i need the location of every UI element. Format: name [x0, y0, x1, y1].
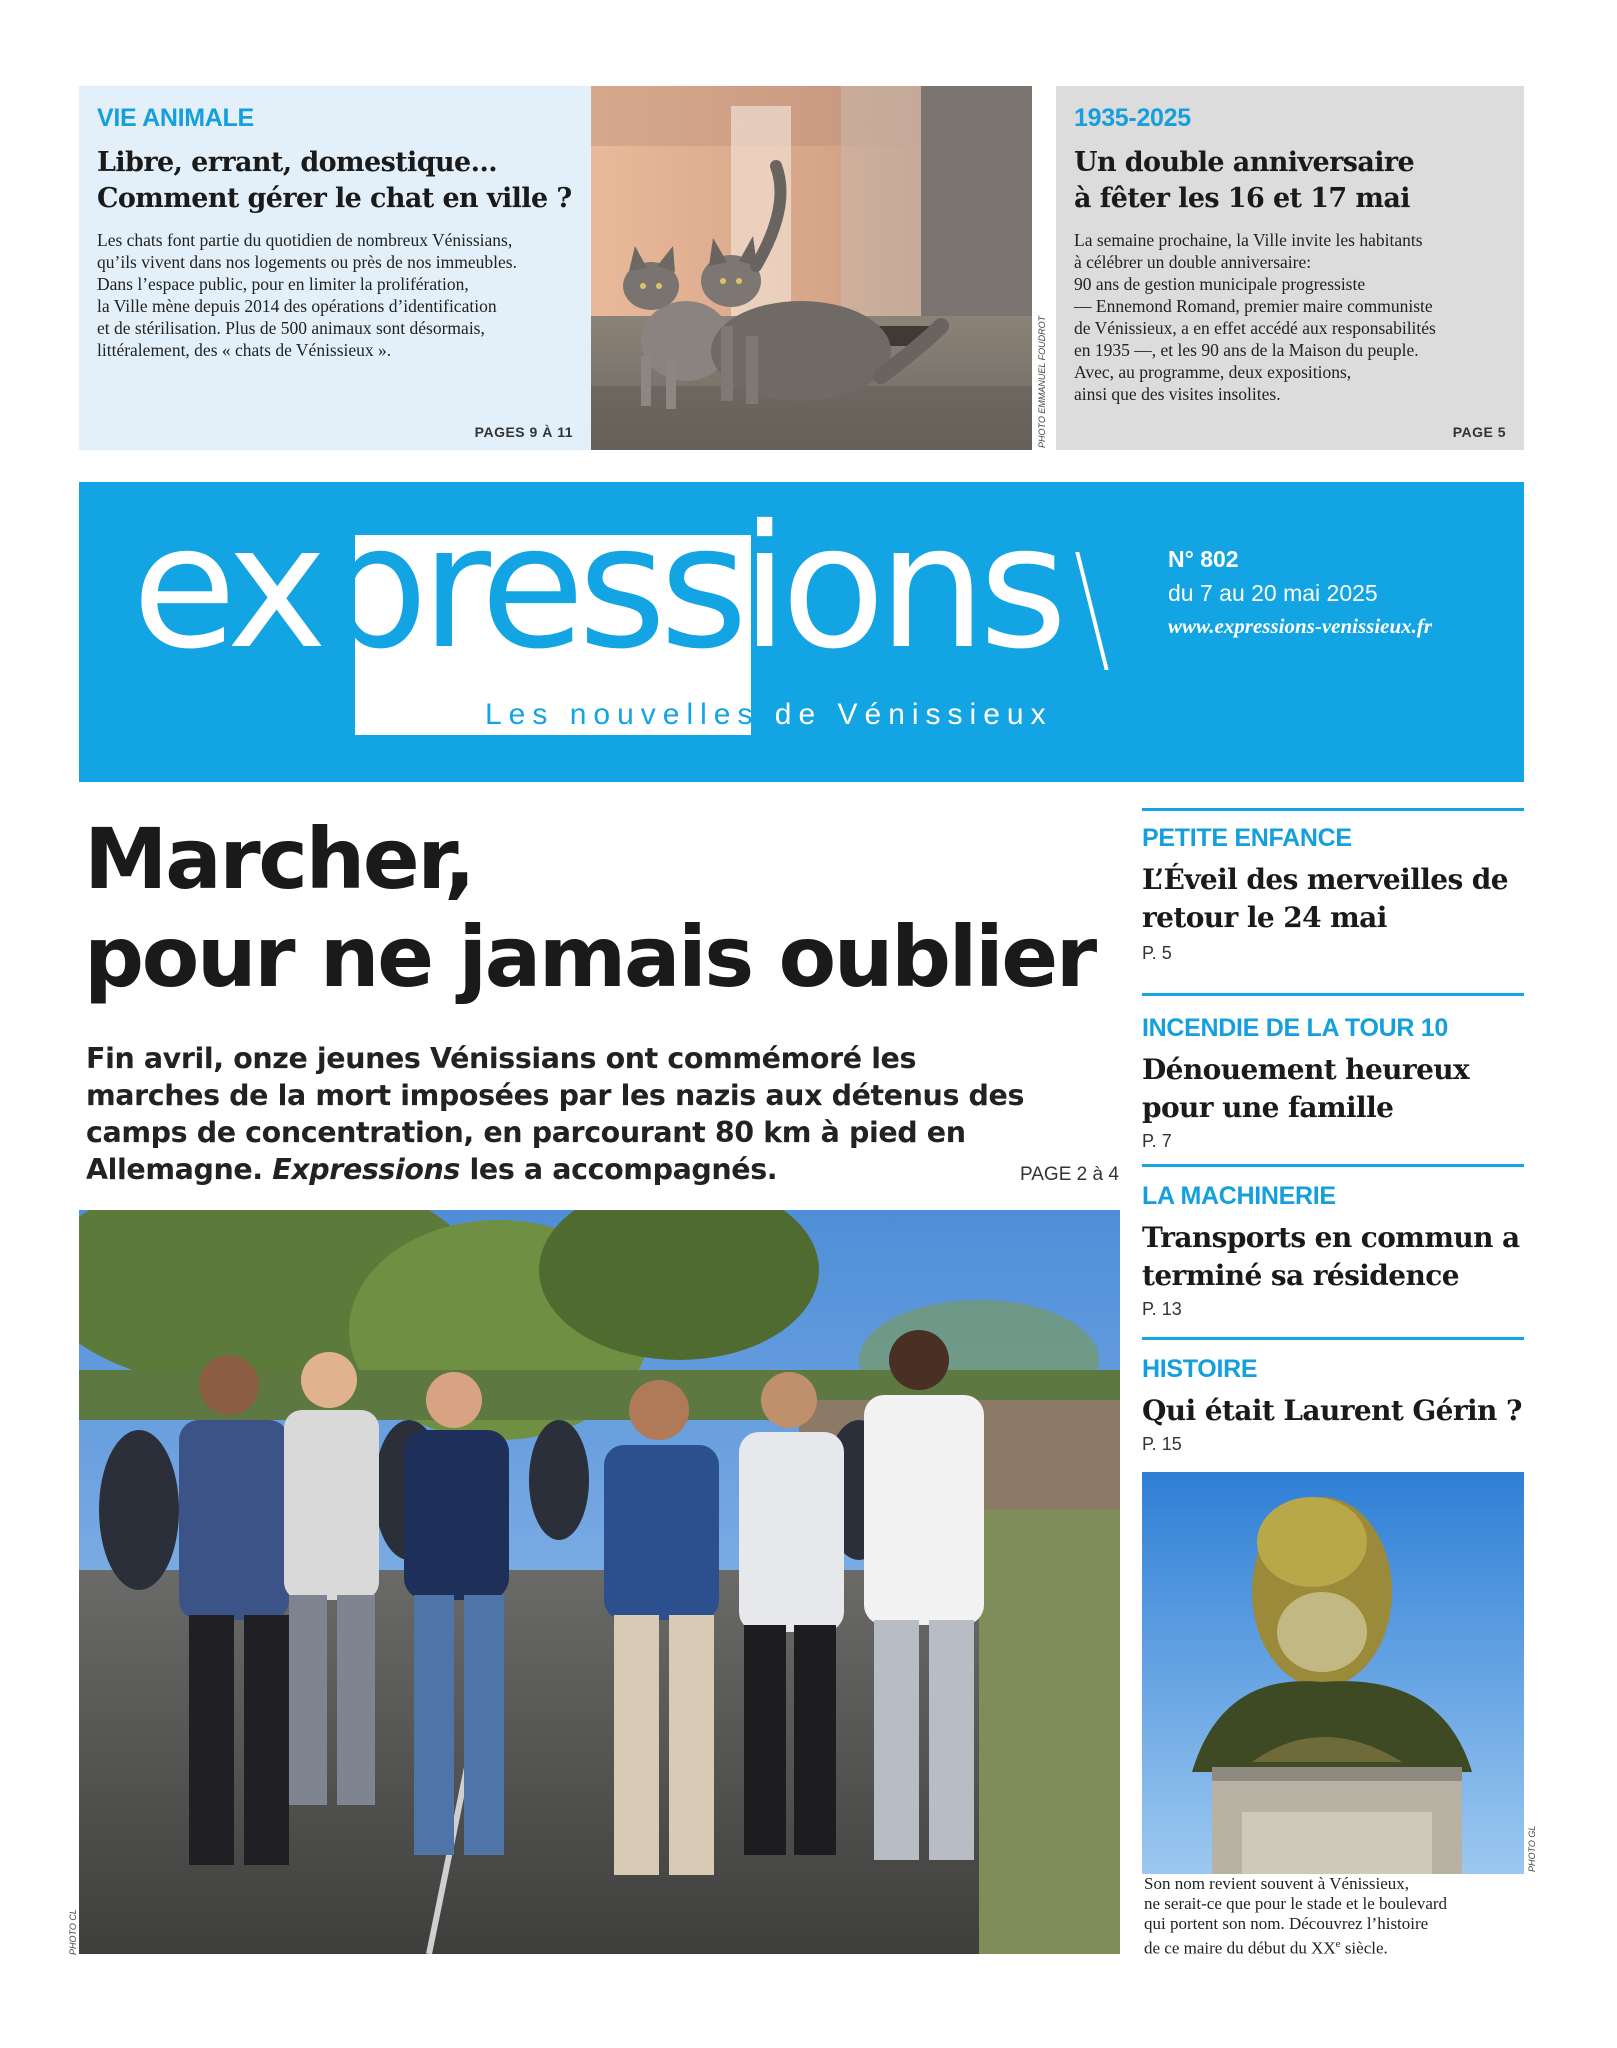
sidebar-item-kicker: INCENDIE DE LA TOUR 10: [1142, 1014, 1448, 1042]
teaser-body: Les chats font partie du quotidien de nombreux Vénissians, qu’ils vivent dans nos logements ou près de nos immeubles. Dans l’espace public, pour en limiter la prolifération, la Ville mène depuis 2014 des opérations d’identification et de stérilisation. Plus de 500 animaux sont désormais, littéralement, des « chats de Vénissieux ».: [97, 230, 517, 360]
cats-photo: [591, 86, 1032, 450]
teaser-anniversary[interactable]: [1056, 86, 1524, 450]
sidebar-item-kicker: LA MACHINERIE: [1142, 1182, 1336, 1210]
issue-dates: du 7 au 20 mai 2025: [1168, 580, 1378, 606]
sidebar-rule: [1142, 808, 1524, 811]
sidebar-rule: [1142, 1337, 1524, 1340]
bust-caption: [1144, 1874, 1524, 1959]
sidebar-item-page: P. 13: [1142, 1299, 1182, 1319]
issue-number: N° 802: [1168, 546, 1239, 572]
sidebar-item-title: Dénouement heureux pour une famille: [1142, 1053, 1470, 1124]
caption-text: Son nom revient souvent à Vénissieux, ne serait-ce que pour le stade et le boulevard qui portent son nom. Découvrez l’histoire de ce maire du début du XX: [1144, 1874, 1448, 1958]
sidebar-item-kicker: PETITE ENFANCE: [1142, 824, 1352, 852]
standfirst-publication: Expressions: [272, 1153, 461, 1186]
logo-part-3: ions: [741, 489, 1061, 687]
teaser-kicker: 1935-2025: [1074, 104, 1191, 132]
teaser-title: Libre, errant, domestique… Comment gérer le chat en ville ?: [97, 147, 572, 214]
main-headline[interactable]: Marcher, pour ne jamais oublier: [84, 810, 1095, 1006]
tagline-part-1: Les nouvelles: [485, 698, 775, 731]
tagline-part-2: de Vénissieux: [774, 698, 1053, 731]
teaser-body: La semaine prochaine, la Ville invite les habitants à célébrer un double anniversaire: 90 ans de gestion municipale progressiste — Ennemond Romand, premier maire communiste de Vénissieux, a en effet accédé aux responsabilités en 1935 —, et les 90 ans de la Maison du peuple. Avec, au programme, deux expositions, ainsi que des visites insolites.: [1074, 230, 1436, 404]
main-photo-walkers: [79, 1210, 1120, 1954]
main-standfirst: [86, 1040, 1046, 1188]
teaser-page-ref: PAGES 9 À 11: [474, 424, 573, 440]
sidebar-item-page: P. 15: [1142, 1434, 1182, 1454]
bust-photo: [1142, 1472, 1524, 1874]
logo-part-2: press: [320, 489, 742, 687]
sidebar-item-histoire[interactable]: [1142, 1355, 1524, 1455]
sidebar-item-kicker: HISTOIRE: [1142, 1355, 1258, 1383]
logo-wordmark[interactable]: [132, 488, 1061, 688]
sidebar-rule: [1142, 993, 1524, 996]
standfirst-end: les a accompagnés.: [460, 1153, 778, 1186]
cats-photo-credit: PHOTO EMMANUEL FOUDROT: [1037, 315, 1047, 448]
website-link[interactable]: www.expressions-venissieux.fr: [1168, 614, 1433, 638]
logo-tagline: [485, 698, 1053, 732]
logo-part-1: ex: [132, 489, 321, 687]
main-page-ref: PAGE 2 à 4: [1020, 1164, 1119, 1185]
main-photo-credit: PHOTO CL: [68, 1909, 78, 1955]
sidebar-rule: [1142, 1164, 1524, 1167]
sidebar-item-incendie[interactable]: [1142, 1014, 1524, 1152]
sidebar-item-page: P. 5: [1142, 943, 1172, 963]
teaser-cats[interactable]: [79, 86, 591, 450]
teaser-page-ref: PAGE 5: [1452, 424, 1506, 440]
sidebar-item-petite-enfance[interactable]: [1142, 824, 1524, 964]
sidebar-item-machinerie[interactable]: [1142, 1182, 1524, 1320]
teaser-kicker: VIE ANIMALE: [97, 104, 254, 132]
sidebar-item-title: Qui était Laurent Gérin ?: [1142, 1394, 1522, 1427]
caption-end: siècle.: [1340, 1938, 1388, 1958]
bust-photo-credit: PHOTO GL: [1527, 1825, 1537, 1872]
sidebar-item-page: P. 7: [1142, 1131, 1172, 1151]
teaser-title: Un double anniversaire à fêter les 16 et 17 mai: [1074, 147, 1415, 214]
sidebar-item-title: L’Éveil des merveilles de retour le 24 mai: [1142, 863, 1508, 934]
standfirst-text: Fin avril, onze jeunes Vénissians ont commémoré les marches de la mort imposées par les nazis aux détenus des camps de concentration, en parcourant 80 km à pied en Allemagne.: [86, 1042, 1025, 1186]
caption-superscript: e: [1335, 1938, 1341, 1950]
sidebar-item-title: Transports en commun a terminé sa résidence: [1142, 1221, 1520, 1292]
